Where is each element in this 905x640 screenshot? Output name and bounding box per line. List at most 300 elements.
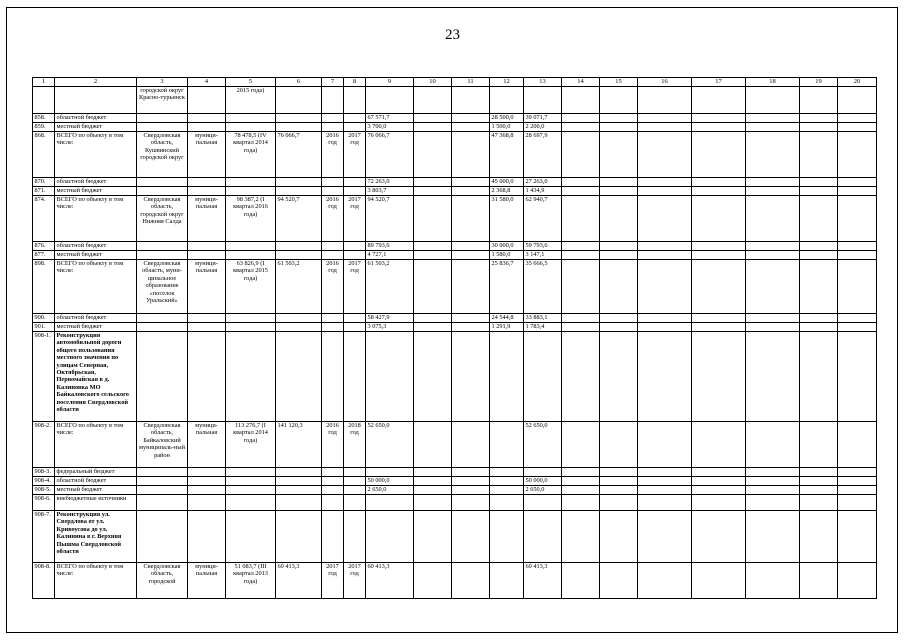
table-cell <box>452 511 490 563</box>
table-cell: 39 071,7 <box>524 114 562 123</box>
table-cell <box>800 260 838 314</box>
table-cell: 3 147,1 <box>524 251 562 260</box>
table-cell <box>226 511 276 563</box>
table-cell <box>414 251 452 260</box>
table-cell <box>562 422 600 468</box>
table-cell: 1 783,4 <box>524 323 562 332</box>
table-cell <box>838 87 877 114</box>
table-cell <box>600 187 638 196</box>
table-cell <box>692 187 746 196</box>
table-cell <box>746 422 800 468</box>
table-row <box>33 187 877 196</box>
table-cell <box>137 468 188 477</box>
table-cell: 2017 год <box>344 196 366 242</box>
table-cell: 45 000,0 <box>490 178 524 187</box>
table-cell <box>452 196 490 242</box>
table-cell <box>188 314 226 323</box>
table-cell <box>226 123 276 132</box>
column-number-cell: 5 <box>226 78 276 87</box>
table-cell <box>226 242 276 251</box>
table-cell: 76 066,7 <box>366 132 414 178</box>
table-cell <box>414 196 452 242</box>
table-cell: местный бюджет <box>55 251 137 260</box>
table-cell: 30 000,0 <box>490 242 524 251</box>
table-cell: 60 413,3 <box>524 563 562 599</box>
table-cell <box>692 314 746 323</box>
table-cell <box>600 178 638 187</box>
table-cell <box>800 251 838 260</box>
table-cell <box>452 242 490 251</box>
table-cell <box>188 178 226 187</box>
table-cell <box>638 187 692 196</box>
table-cell: 113 276,7 (I квартал 2014 года) <box>226 422 276 468</box>
table-cell <box>226 477 276 486</box>
table-row <box>33 477 877 486</box>
table-cell: 2016 год <box>322 196 344 242</box>
table-cell <box>226 187 276 196</box>
table-cell <box>838 251 877 260</box>
table-cell: 3 803,7 <box>366 187 414 196</box>
table-cell <box>800 114 838 123</box>
table-cell <box>322 323 344 332</box>
table-cell: ВСЕГО по объекту в том числе: <box>55 260 137 314</box>
table-cell <box>746 242 800 251</box>
table-cell <box>188 323 226 332</box>
table-cell <box>490 332 524 422</box>
table-cell <box>600 251 638 260</box>
column-number-cell: 3 <box>137 78 188 87</box>
table-cell <box>188 114 226 123</box>
table-cell <box>452 477 490 486</box>
table-cell: 858. <box>33 114 55 123</box>
table-cell: 28 500,0 <box>490 114 524 123</box>
table-cell <box>322 468 344 477</box>
table-cell: 52 650,0 <box>524 422 562 468</box>
table-cell <box>414 468 452 477</box>
table-cell: местный бюджет <box>55 323 137 332</box>
table-cell <box>562 323 600 332</box>
table-cell <box>344 123 366 132</box>
table-cell <box>638 486 692 495</box>
table-cell: 76 066,7 <box>276 132 322 178</box>
table-cell <box>276 178 322 187</box>
table-cell: ВСЕГО по объекту в том числе: <box>55 563 137 599</box>
table-cell <box>226 114 276 123</box>
table-cell: 870. <box>33 178 55 187</box>
table-row <box>33 314 877 323</box>
table-cell: местный бюджет <box>55 486 137 495</box>
table-cell <box>692 196 746 242</box>
table-cell: 908-1. <box>33 332 55 422</box>
table-cell <box>800 468 838 477</box>
table-cell <box>838 323 877 332</box>
table-cell <box>414 314 452 323</box>
table-cell <box>600 196 638 242</box>
table-cell <box>746 314 800 323</box>
table-cell: 2 650,0 <box>366 486 414 495</box>
column-number-cell: 19 <box>800 78 838 87</box>
table-cell <box>746 114 800 123</box>
table-cell: 50 000,0 <box>366 477 414 486</box>
table-cell <box>366 332 414 422</box>
table-cell <box>638 314 692 323</box>
table-cell: муници-пальная <box>188 196 226 242</box>
table-cell <box>344 314 366 323</box>
table-cell: муници-пальная <box>188 132 226 178</box>
table-row <box>33 332 877 422</box>
table-cell <box>838 563 877 599</box>
table-cell <box>638 114 692 123</box>
table-cell <box>638 251 692 260</box>
table-cell <box>55 87 137 114</box>
table-row <box>33 196 877 242</box>
table-cell <box>344 477 366 486</box>
table-cell <box>226 251 276 260</box>
table-cell: 67 571,7 <box>366 114 414 123</box>
table-cell <box>838 495 877 511</box>
table-cell <box>344 332 366 422</box>
table-cell <box>638 87 692 114</box>
table-cell <box>188 495 226 511</box>
table-cell: 1 434,9 <box>524 187 562 196</box>
column-number-cell: 10 <box>414 78 452 87</box>
column-number-cell: 4 <box>188 78 226 87</box>
table-cell <box>638 323 692 332</box>
table-cell <box>562 242 600 251</box>
table-cell <box>452 260 490 314</box>
table-cell <box>600 242 638 251</box>
table-cell: 900. <box>33 314 55 323</box>
table-cell: 908-3. <box>33 468 55 477</box>
table-cell <box>276 251 322 260</box>
table-cell <box>188 242 226 251</box>
table-cell <box>838 486 877 495</box>
table-cell <box>692 323 746 332</box>
table-cell: 63 826,9 (I квартал 2015 года) <box>226 260 276 314</box>
table-cell <box>452 187 490 196</box>
table-cell <box>276 114 322 123</box>
table-cell: 2017 год <box>322 563 344 599</box>
table-cell <box>344 114 366 123</box>
table-cell <box>746 332 800 422</box>
page-number: 23 <box>445 27 460 43</box>
table-cell <box>600 332 638 422</box>
table-cell <box>226 495 276 511</box>
table-cell <box>137 242 188 251</box>
table-cell <box>800 178 838 187</box>
table-cell: 2 200,0 <box>524 123 562 132</box>
table-cell: 24 544,8 <box>490 314 524 323</box>
table-cell <box>800 187 838 196</box>
table-cell <box>490 422 524 468</box>
table-row <box>33 495 877 511</box>
table-cell: 2015 года) <box>226 87 276 114</box>
table-cell <box>692 251 746 260</box>
table-cell <box>137 314 188 323</box>
table-cell <box>276 486 322 495</box>
table-cell: 94 520,7 <box>366 196 414 242</box>
table-cell <box>490 468 524 477</box>
table-cell <box>322 87 344 114</box>
table-cell <box>600 123 638 132</box>
table-cell: 868. <box>33 132 55 178</box>
table-cell: 3 075,3 <box>366 323 414 332</box>
table-cell <box>452 132 490 178</box>
table-cell <box>226 332 276 422</box>
column-number-cell: 16 <box>638 78 692 87</box>
table-cell <box>746 563 800 599</box>
table-cell <box>276 187 322 196</box>
table-cell <box>322 511 344 563</box>
table-cell: внебюджетные источники <box>55 495 137 511</box>
column-number-cell: 8 <box>344 78 366 87</box>
table-cell <box>746 132 800 178</box>
table-cell <box>692 332 746 422</box>
table-cell <box>452 123 490 132</box>
table-cell <box>344 178 366 187</box>
table-cell <box>452 422 490 468</box>
table-cell <box>562 563 600 599</box>
table-cell <box>414 87 452 114</box>
table-cell: ВСЕГО по объекту в том числе: <box>55 422 137 468</box>
column-number-cell: 2 <box>55 78 137 87</box>
table-row <box>33 260 877 314</box>
table-cell: федеральный бюджет <box>55 468 137 477</box>
table-cell <box>276 123 322 132</box>
table-row <box>33 563 877 599</box>
table-cell <box>838 187 877 196</box>
table-cell <box>600 563 638 599</box>
table-cell <box>490 477 524 486</box>
table-cell <box>600 132 638 178</box>
table-cell <box>322 332 344 422</box>
table-cell <box>344 251 366 260</box>
table-cell: областной бюджет <box>55 114 137 123</box>
table-cell <box>692 178 746 187</box>
table-cell <box>344 187 366 196</box>
column-number-cell: 13 <box>524 78 562 87</box>
table-cell <box>452 495 490 511</box>
table-cell <box>838 468 877 477</box>
table-cell <box>600 468 638 477</box>
table-cell <box>800 87 838 114</box>
table-cell <box>188 187 226 196</box>
table-cell: областной бюджет <box>55 477 137 486</box>
table-cell <box>800 477 838 486</box>
column-number-cell: 15 <box>600 78 638 87</box>
table-cell <box>562 332 600 422</box>
table-cell <box>344 468 366 477</box>
table-cell: Реконструкция ул. Свердлова от ул. Кривоусова до ул. Калинина в г. Верхняя Пышма Свердловской области <box>55 511 137 563</box>
table-cell <box>692 486 746 495</box>
table-cell <box>137 511 188 563</box>
table-cell <box>638 422 692 468</box>
table-cell: 141 120,3 <box>276 422 322 468</box>
table-cell <box>600 495 638 511</box>
table-cell <box>562 178 600 187</box>
table-cell: местный бюджет <box>55 187 137 196</box>
table-cell <box>322 123 344 132</box>
table-cell <box>838 422 877 468</box>
table-cell <box>226 314 276 323</box>
table-cell <box>692 468 746 477</box>
table-cell: 2017 год <box>344 260 366 314</box>
table-cell <box>800 332 838 422</box>
table-cell: 2 368,8 <box>490 187 524 196</box>
table-cell <box>562 187 600 196</box>
table-cell: Свердловская область, Байкаловский муниципаль-ный район <box>137 422 188 468</box>
table-cell: 62 940,7 <box>524 196 562 242</box>
table-cell: 859. <box>33 123 55 132</box>
table-cell <box>226 178 276 187</box>
table-cell: 4 727,1 <box>366 251 414 260</box>
table-cell <box>366 87 414 114</box>
table-row <box>33 486 877 495</box>
table-cell: муници-пальная <box>188 422 226 468</box>
table-cell: 78 478,5 (IV квартал 2014 года) <box>226 132 276 178</box>
table-cell <box>600 87 638 114</box>
table-cell: 2018 год <box>344 422 366 468</box>
table-cell <box>344 242 366 251</box>
table-cell <box>692 511 746 563</box>
table-cell: 876. <box>33 242 55 251</box>
table-cell: 59 793,6 <box>524 242 562 251</box>
table-cell: 2016 год <box>322 132 344 178</box>
table-cell: 2016 год <box>322 260 344 314</box>
column-number-cell: 11 <box>452 78 490 87</box>
table-cell: 61 503,2 <box>276 260 322 314</box>
table-cell <box>366 511 414 563</box>
table-cell <box>638 468 692 477</box>
table-cell <box>137 178 188 187</box>
table-row <box>33 468 877 477</box>
table-cell <box>692 563 746 599</box>
table-cell <box>638 495 692 511</box>
table-cell: муници-пальная <box>188 563 226 599</box>
table-cell <box>490 495 524 511</box>
table-cell: 877. <box>33 251 55 260</box>
table-cell <box>452 314 490 323</box>
table-cell <box>638 123 692 132</box>
table-cell: 31 580,0 <box>490 196 524 242</box>
table-cell <box>276 468 322 477</box>
table-cell <box>800 242 838 251</box>
column-number-cell: 7 <box>322 78 344 87</box>
table-row <box>33 251 877 260</box>
table-cell <box>692 132 746 178</box>
table-cell <box>137 323 188 332</box>
table-row <box>33 511 877 563</box>
table-cell: 60 413,3 <box>276 563 322 599</box>
table-cell <box>600 477 638 486</box>
table-cell <box>746 178 800 187</box>
table-cell: 874. <box>33 196 55 242</box>
table-cell <box>490 486 524 495</box>
table-cell: 50 000,0 <box>524 477 562 486</box>
table-cell <box>746 187 800 196</box>
table-cell <box>562 132 600 178</box>
table-cell <box>838 477 877 486</box>
table-cell <box>322 187 344 196</box>
table-cell <box>414 260 452 314</box>
table-cell <box>562 196 600 242</box>
table-cell: 2 650,0 <box>524 486 562 495</box>
table-cell <box>746 87 800 114</box>
table-cell <box>692 114 746 123</box>
table-cell <box>137 486 188 495</box>
table-row <box>33 323 877 332</box>
table-cell <box>452 87 490 114</box>
table-cell <box>562 477 600 486</box>
table-cell <box>322 251 344 260</box>
table-cell <box>226 323 276 332</box>
table-cell <box>414 422 452 468</box>
table-cell: 908-7. <box>33 511 55 563</box>
table-cell: Свердловская область, Кушвинский городской округ <box>137 132 188 178</box>
table-cell <box>800 323 838 332</box>
table-cell <box>562 260 600 314</box>
table-cell <box>344 323 366 332</box>
table-cell: местный бюджет <box>55 123 137 132</box>
table-cell <box>452 114 490 123</box>
table-cell <box>137 332 188 422</box>
table-cell: 901. <box>33 323 55 332</box>
table-cell: 58 427,9 <box>366 314 414 323</box>
table-cell <box>276 477 322 486</box>
table-cell: 908-8. <box>33 563 55 599</box>
table-cell <box>638 242 692 251</box>
table-cell <box>188 123 226 132</box>
table-cell: 908-4. <box>33 477 55 486</box>
table-cell <box>638 132 692 178</box>
table-cell <box>322 314 344 323</box>
table-cell: 2017 год <box>344 132 366 178</box>
table-cell <box>746 477 800 486</box>
table-cell <box>137 477 188 486</box>
table-cell <box>838 114 877 123</box>
table-cell <box>562 87 600 114</box>
column-number-cell: 6 <box>276 78 322 87</box>
table-cell <box>137 187 188 196</box>
table-cell <box>562 114 600 123</box>
table-cell <box>638 511 692 563</box>
table-cell <box>490 563 524 599</box>
table-cell <box>838 314 877 323</box>
table-cell <box>562 251 600 260</box>
table-cell <box>800 486 838 495</box>
table-cell <box>490 511 524 563</box>
table-cell: 89 793,6 <box>366 242 414 251</box>
table-cell <box>276 314 322 323</box>
table-cell <box>366 495 414 511</box>
table-cell: 52 650,0 <box>366 422 414 468</box>
table-cell <box>366 468 414 477</box>
column-number-cell: 18 <box>746 78 800 87</box>
column-number-cell: 1 <box>33 78 55 87</box>
table-cell <box>137 251 188 260</box>
table-row <box>33 242 877 251</box>
table-cell <box>137 114 188 123</box>
table-cell: 28 697,9 <box>524 132 562 178</box>
table-cell <box>322 495 344 511</box>
table-cell <box>188 251 226 260</box>
table-cell: Свердловская область, городской округ Нижняя Салда <box>137 196 188 242</box>
table-cell <box>414 495 452 511</box>
table-cell <box>746 123 800 132</box>
table-cell <box>838 242 877 251</box>
table-row <box>33 114 877 123</box>
column-number-row <box>33 78 877 87</box>
